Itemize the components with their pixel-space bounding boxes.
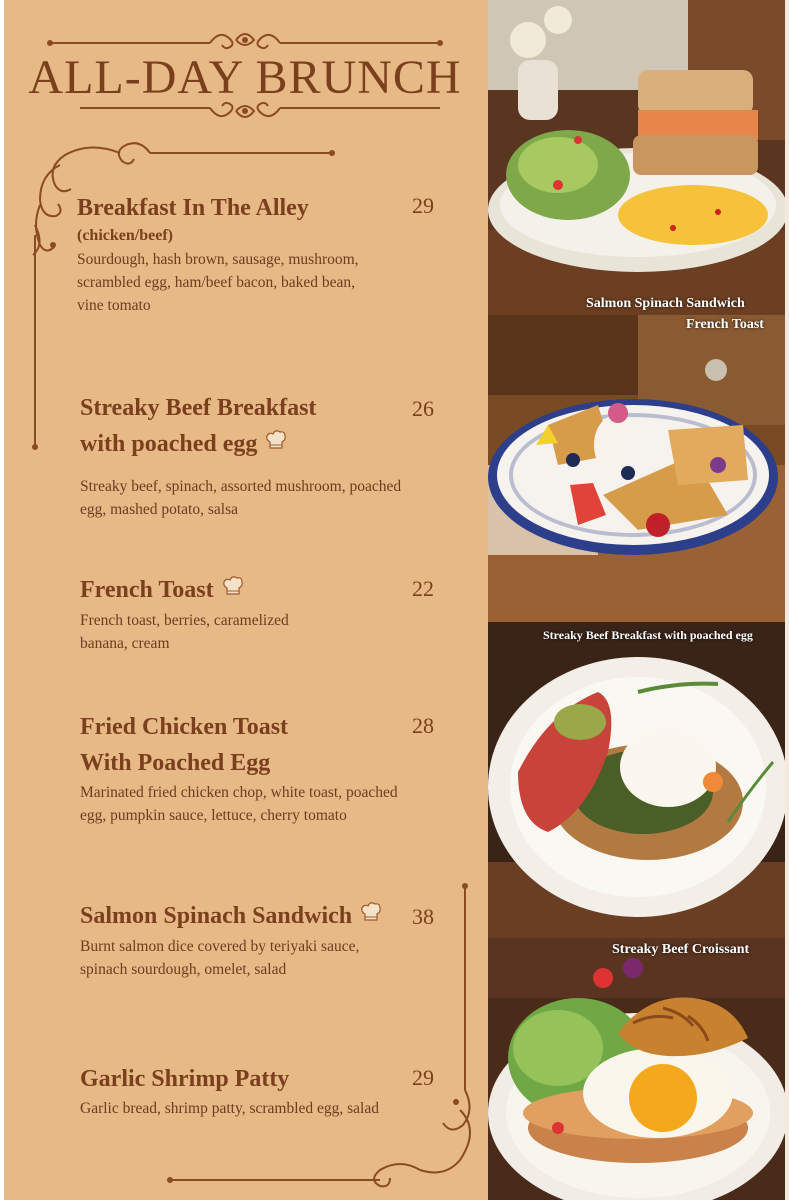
chef-hat-icon xyxy=(265,427,287,463)
dish-photo-streaky-beef-croissant xyxy=(488,938,785,1200)
item-description: Sourdough, hash brown, sausage, mushroom, scrambled egg, ham/beef bacon, baked bean, vine tomato xyxy=(77,251,359,314)
photo-caption: Streaky Beef Breakfast with poached egg xyxy=(543,628,753,642)
item-name: Breakfast In The Alley xyxy=(77,195,309,221)
item-description: Garlic bread, shrimp patty, scrambled egg, salad xyxy=(80,1100,379,1117)
item-name: Garlic Shrimp Patty xyxy=(80,1066,290,1092)
item-price: 26 xyxy=(412,396,434,421)
menu-item-salmon-spinach-sandwich xyxy=(80,898,410,981)
item-price: 28 xyxy=(412,713,434,738)
item-description: French toast, berries, caramelized banana, cream xyxy=(80,612,289,653)
item-price: 29 xyxy=(412,1065,434,1090)
item-subtitle: (chicken/beef) xyxy=(77,227,173,244)
dish-photo-streaky-beef-breakfast xyxy=(488,622,785,938)
item-description: Streaky beef, spinach, assorted mushroom, poached egg, mashed potato, salsa xyxy=(80,478,402,519)
chef-hat-icon xyxy=(222,573,244,609)
page-edge xyxy=(785,0,789,1200)
item-price: 29 xyxy=(412,193,434,218)
item-name: Salmon Spinach Sandwich xyxy=(80,903,353,929)
item-name-line1: Streaky Beef Breakfast xyxy=(80,395,317,421)
dish-photo-french-toast xyxy=(488,315,785,622)
item-name: French Toast xyxy=(80,577,214,603)
item-name-line2: with poached egg xyxy=(80,431,258,457)
photo-caption: French Toast xyxy=(686,317,764,332)
photo-caption: Salmon Spinach Sandwich xyxy=(586,296,745,311)
menu-item-fried-chicken-toast xyxy=(80,709,410,827)
menu-title: ALL-DAY BRUNCH xyxy=(28,51,462,104)
item-name-line2: With Poached Egg xyxy=(80,750,271,776)
item-price: 38 xyxy=(412,904,434,929)
chef-hat-icon xyxy=(360,899,382,935)
menu-item-streaky-beef-breakfast xyxy=(80,390,410,521)
dish-photo-salmon-spinach-sandwich xyxy=(488,0,785,315)
item-name-line1: Fried Chicken Toast xyxy=(80,714,289,740)
menu-item-breakfast-in-the-alley xyxy=(77,190,407,317)
menu-item-french-toast xyxy=(80,572,410,655)
item-price: 22 xyxy=(412,576,434,601)
photo-caption: Streaky Beef Croissant xyxy=(612,942,750,957)
menu-item-garlic-shrimp-patty xyxy=(80,1061,410,1120)
item-description: Burnt salmon dice covered by teriyaki sauce, spinach sourdough, omelet, salad xyxy=(80,938,360,979)
item-description: Marinated fried chicken chop, white toast, poached egg, pumpkin sauce, lettuce, cherry tomato xyxy=(80,784,398,824)
